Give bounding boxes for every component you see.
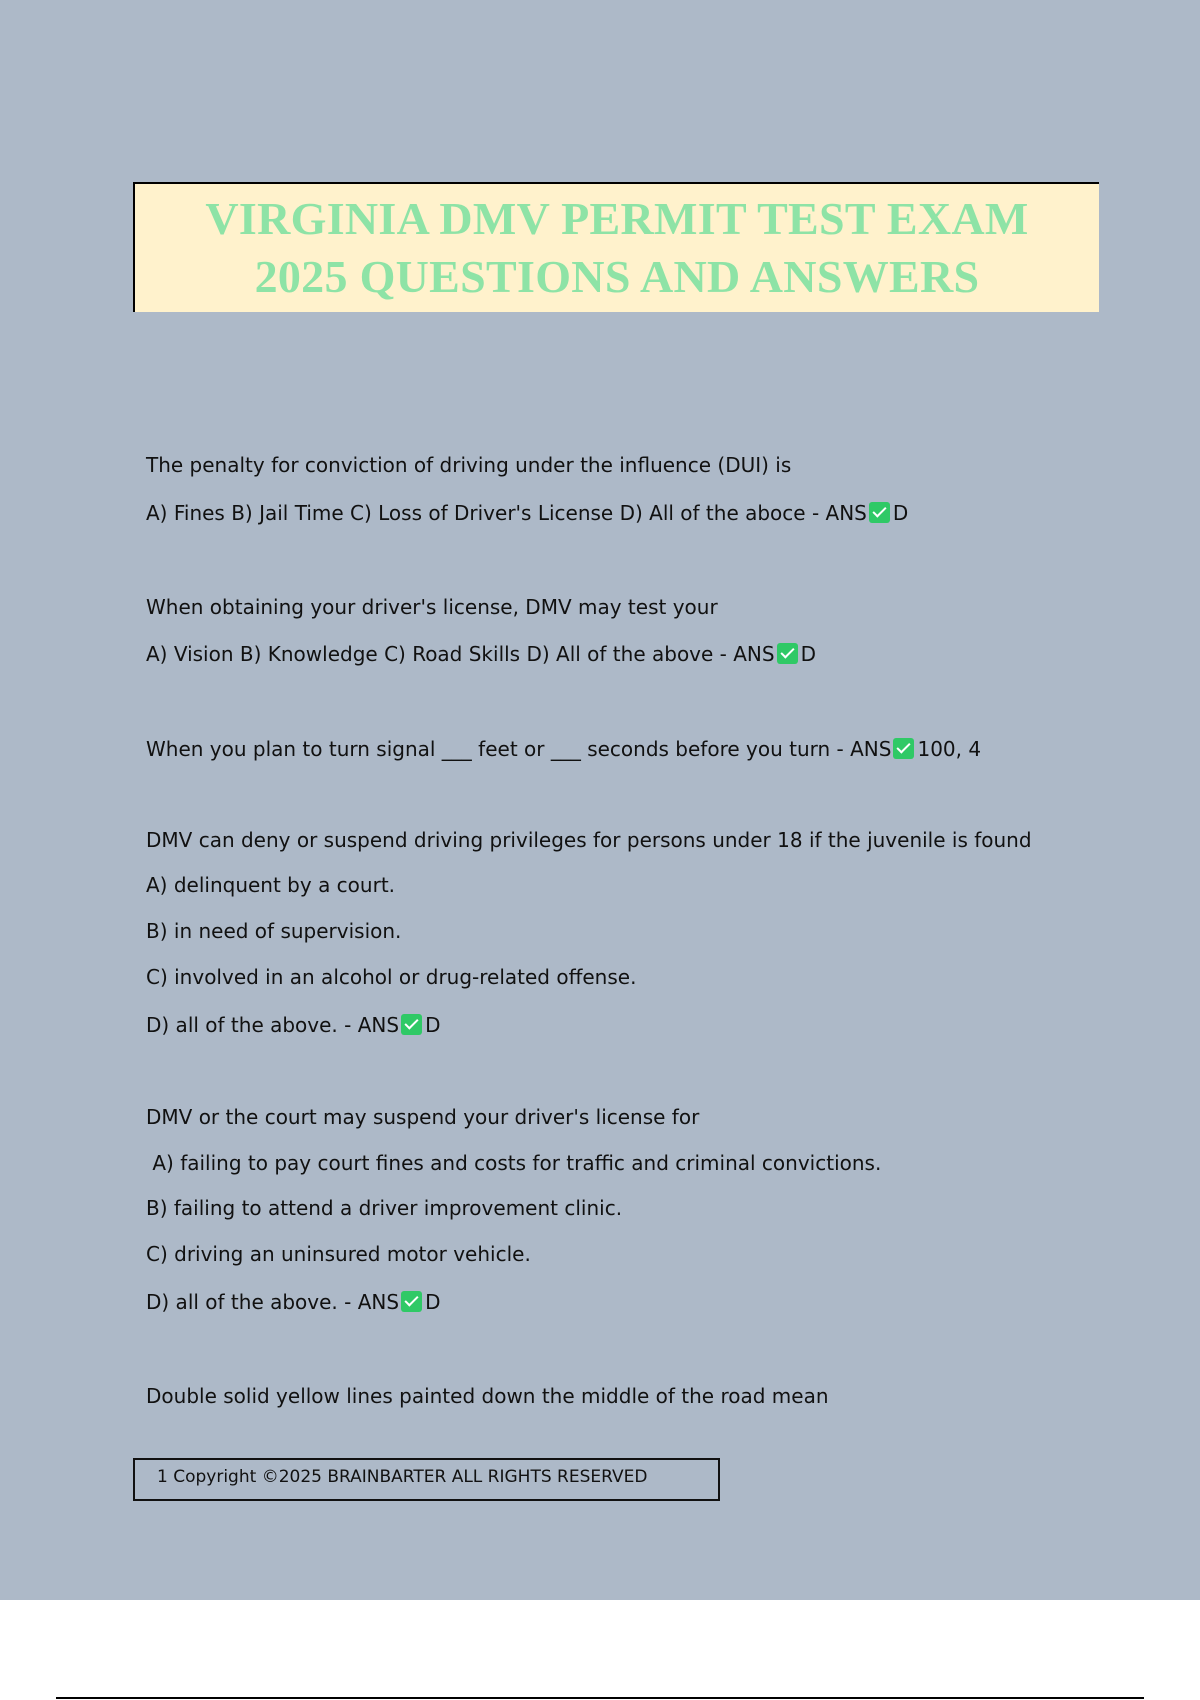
question-4-option-d-text: D) all of the above. - ANS xyxy=(146,1013,400,1037)
question-6-prompt: Double solid yellow lines painted down the middle of the road mean xyxy=(146,1384,829,1408)
question-1-prompt: The penalty for conviction of driving under the influence (DUI) is xyxy=(146,453,792,477)
check-box-icon xyxy=(401,1014,422,1035)
title-banner xyxy=(133,182,1099,312)
question-4-prompt: DMV can deny or suspend driving privileges for persons under 18 if the juvenile is found xyxy=(146,828,1032,852)
question-2-options-text: A) Vision B) Knowledge C) Road Skills D) All of the above - ANS xyxy=(146,642,775,666)
check-box-icon xyxy=(869,502,890,523)
title-line-2: 2025 QUESTIONS AND ANSWERS xyxy=(254,251,980,302)
check-box-icon xyxy=(777,643,798,664)
page-bottom-rule xyxy=(56,1697,1144,1699)
question-3-prompt-text: When you plan to turn signal ___ feet or ___ seconds before you turn - ANS xyxy=(146,737,892,761)
question-5-option-c: C) driving an uninsured motor vehicle. xyxy=(146,1242,531,1266)
question-1-options xyxy=(146,500,908,526)
question-4-option-d xyxy=(146,1012,440,1038)
question-5-prompt: DMV or the court may suspend your driver's license for xyxy=(146,1105,700,1129)
question-5-option-b: B) failing to attend a driver improvement clinic. xyxy=(146,1196,623,1220)
check-box-icon xyxy=(893,738,914,759)
question-3-prompt xyxy=(146,736,981,762)
question-5-option-d-text: D) all of the above. - ANS xyxy=(146,1290,400,1314)
question-2-prompt: When obtaining your driver's license, DMV may test your xyxy=(146,595,718,619)
check-box-icon xyxy=(401,1291,422,1312)
question-4-option-c: C) involved in an alcohol or drug-related offense. xyxy=(146,965,637,989)
question-4-answer: D xyxy=(425,1013,441,1037)
question-4-option-b: B) in need of supervision. xyxy=(146,919,402,943)
question-1-answer: D xyxy=(892,501,909,525)
question-5-option-a: A) failing to pay court fines and costs for traffic and criminal convictions. xyxy=(146,1151,882,1175)
question-5-answer: D xyxy=(425,1290,441,1314)
question-4-option-a: A) delinquent by a court. xyxy=(146,873,396,897)
question-2-options xyxy=(146,641,816,667)
title-line-1: VIRGINIA DMV PERMIT TEST EXAM xyxy=(205,193,1029,244)
question-2-answer: D xyxy=(800,642,816,666)
copyright-footer: 1 Copyright ©2025 BRAINBARTER ALL RIGHTS RESERVED xyxy=(133,1458,720,1501)
question-5-option-d xyxy=(146,1289,440,1315)
question-3-answer: 100, 4 xyxy=(917,737,982,761)
question-1-options-text: A) Fines B) Jail Time C) Loss of Driver's License D) All of the aboce - ANS xyxy=(146,501,867,525)
